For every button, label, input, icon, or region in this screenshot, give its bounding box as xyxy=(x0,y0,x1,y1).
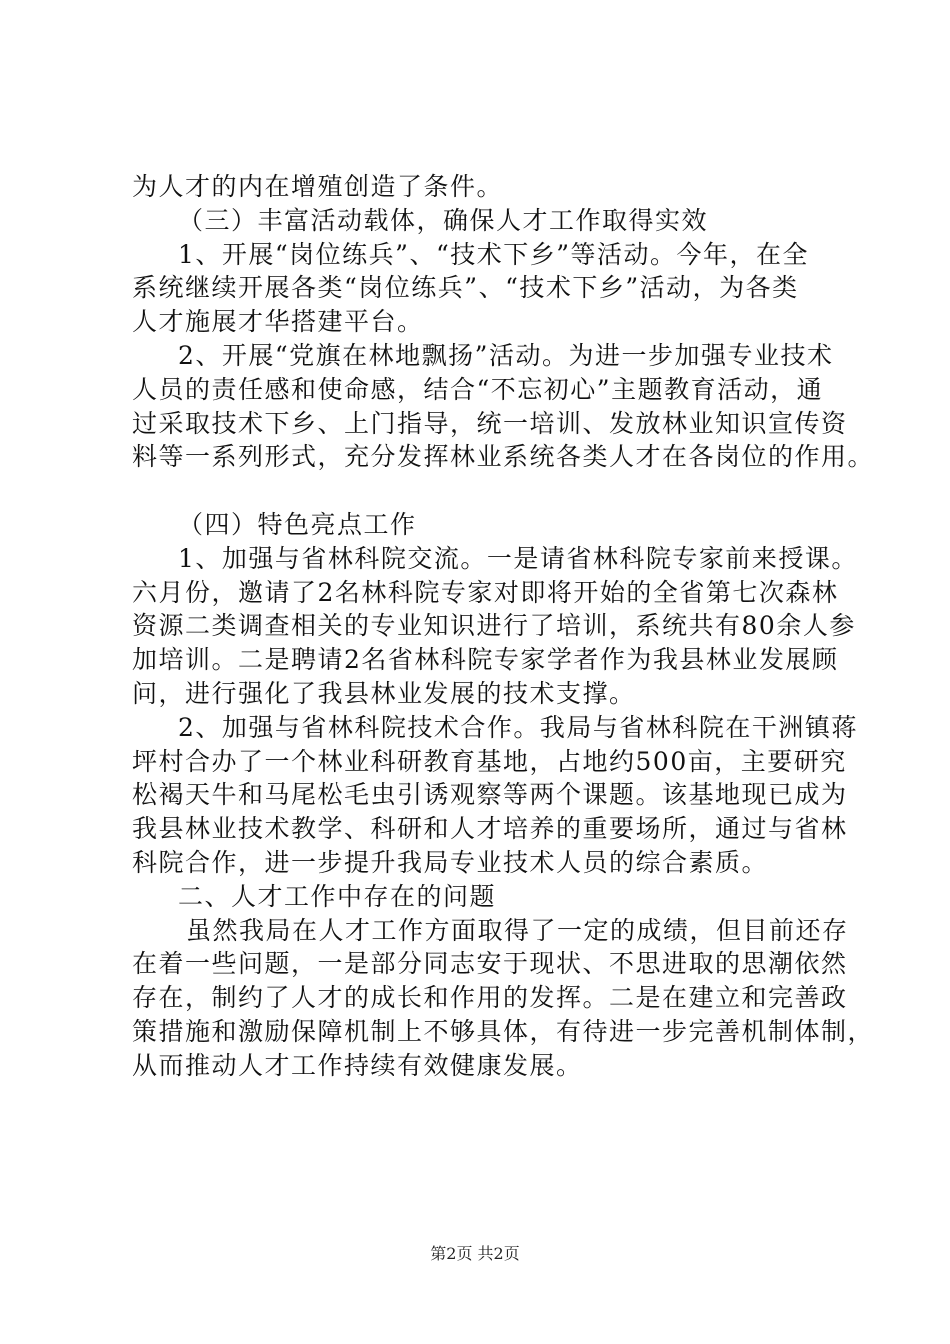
paragraph-line: 人才施展才华搭建平台。 xyxy=(132,307,424,337)
document-body xyxy=(132,170,875,1083)
paragraph-line: 六月份，邀请了2名林科院专家对即将开始的全省第七次森林 xyxy=(132,577,839,607)
paragraph-line: 策措施和激励保障机制上不够具体，有待进一步完善机制体制， xyxy=(132,1016,875,1046)
blank-line xyxy=(132,474,832,508)
paragraph-line: 问，进行强化了我县林业发展的技术支撑。 xyxy=(132,678,636,708)
paragraph-line: 资源二类调查相关的专业知识进行了培训，系统共有80余人参 xyxy=(132,611,856,641)
paragraph-line: 我县林业技术教学、科研和人才培养的重要场所，通过与省林 xyxy=(132,814,848,844)
paragraph-line: 为人才的内在增殖创造了条件。 xyxy=(132,172,504,201)
paragraph-line: 存在，制约了人才的成长和作用的发挥。二是在建立和完善政 xyxy=(132,983,848,1013)
paragraph-line: 松褐天牛和马尾松毛虫引诱观察等两个课题。该基地现已成为 xyxy=(132,780,848,810)
paragraph-line: 科院合作，进一步提升我局专业技术人员的综合素质。 xyxy=(132,847,769,877)
paragraph-line: 在着一些问题，一是部分同志安于现状、不思进取的思潮依然 xyxy=(132,949,848,979)
page-number-footer: 第2页 共2页 xyxy=(430,1244,520,1263)
paragraph-line: 加培训。二是聘请2名省林科院专家学者作为我县林业发展顾 xyxy=(132,645,839,675)
paragraph-line: 1、开展“岗位练兵”、“技术下乡”等活动。今年，在全 xyxy=(178,239,810,269)
paragraph-line: 2、加强与省林科院技术合作。我局与省林科院在干洲镇蒋 xyxy=(178,712,858,742)
paragraph-line: 过采取技术下乡、上门指导，统一培训、发放林业知识宣传资 xyxy=(132,408,848,438)
paragraph-line: 从而推动人才工作持续有效健康发展。 xyxy=(132,1050,583,1080)
paragraph-line: 人员的责任感和使命感，结合“不忘初心”主题教育活动，通 xyxy=(132,374,824,404)
paragraph-line: 料等一系列形式，充分发挥林业系统各类人才在各岗位的作用。 xyxy=(132,442,875,472)
paragraph-line: 2、开展“党旗在林地飘扬”活动。为进一步加强专业技术 xyxy=(178,340,834,370)
paragraph-line: 虽然我局在人才工作方面取得了一定的成绩，但目前还存 xyxy=(186,915,849,945)
paragraph-line: 坪村合办了一个林业科研教育基地，占地约500亩，主要研究 xyxy=(132,746,847,776)
section-heading: （三）丰富活动载体，确保人才工作取得实效 xyxy=(178,205,709,235)
paragraph-line: 1、加强与省林科院交流。一是请省林科院专家前来授课。 xyxy=(178,543,858,573)
section-heading: （四）特色亮点工作 xyxy=(178,509,417,539)
section-heading: 二、人才工作中存在的问题 xyxy=(178,881,497,911)
paragraph-line: 系统继续开展各类“岗位练兵”、“技术下乡”活动，为各类 xyxy=(132,273,799,303)
